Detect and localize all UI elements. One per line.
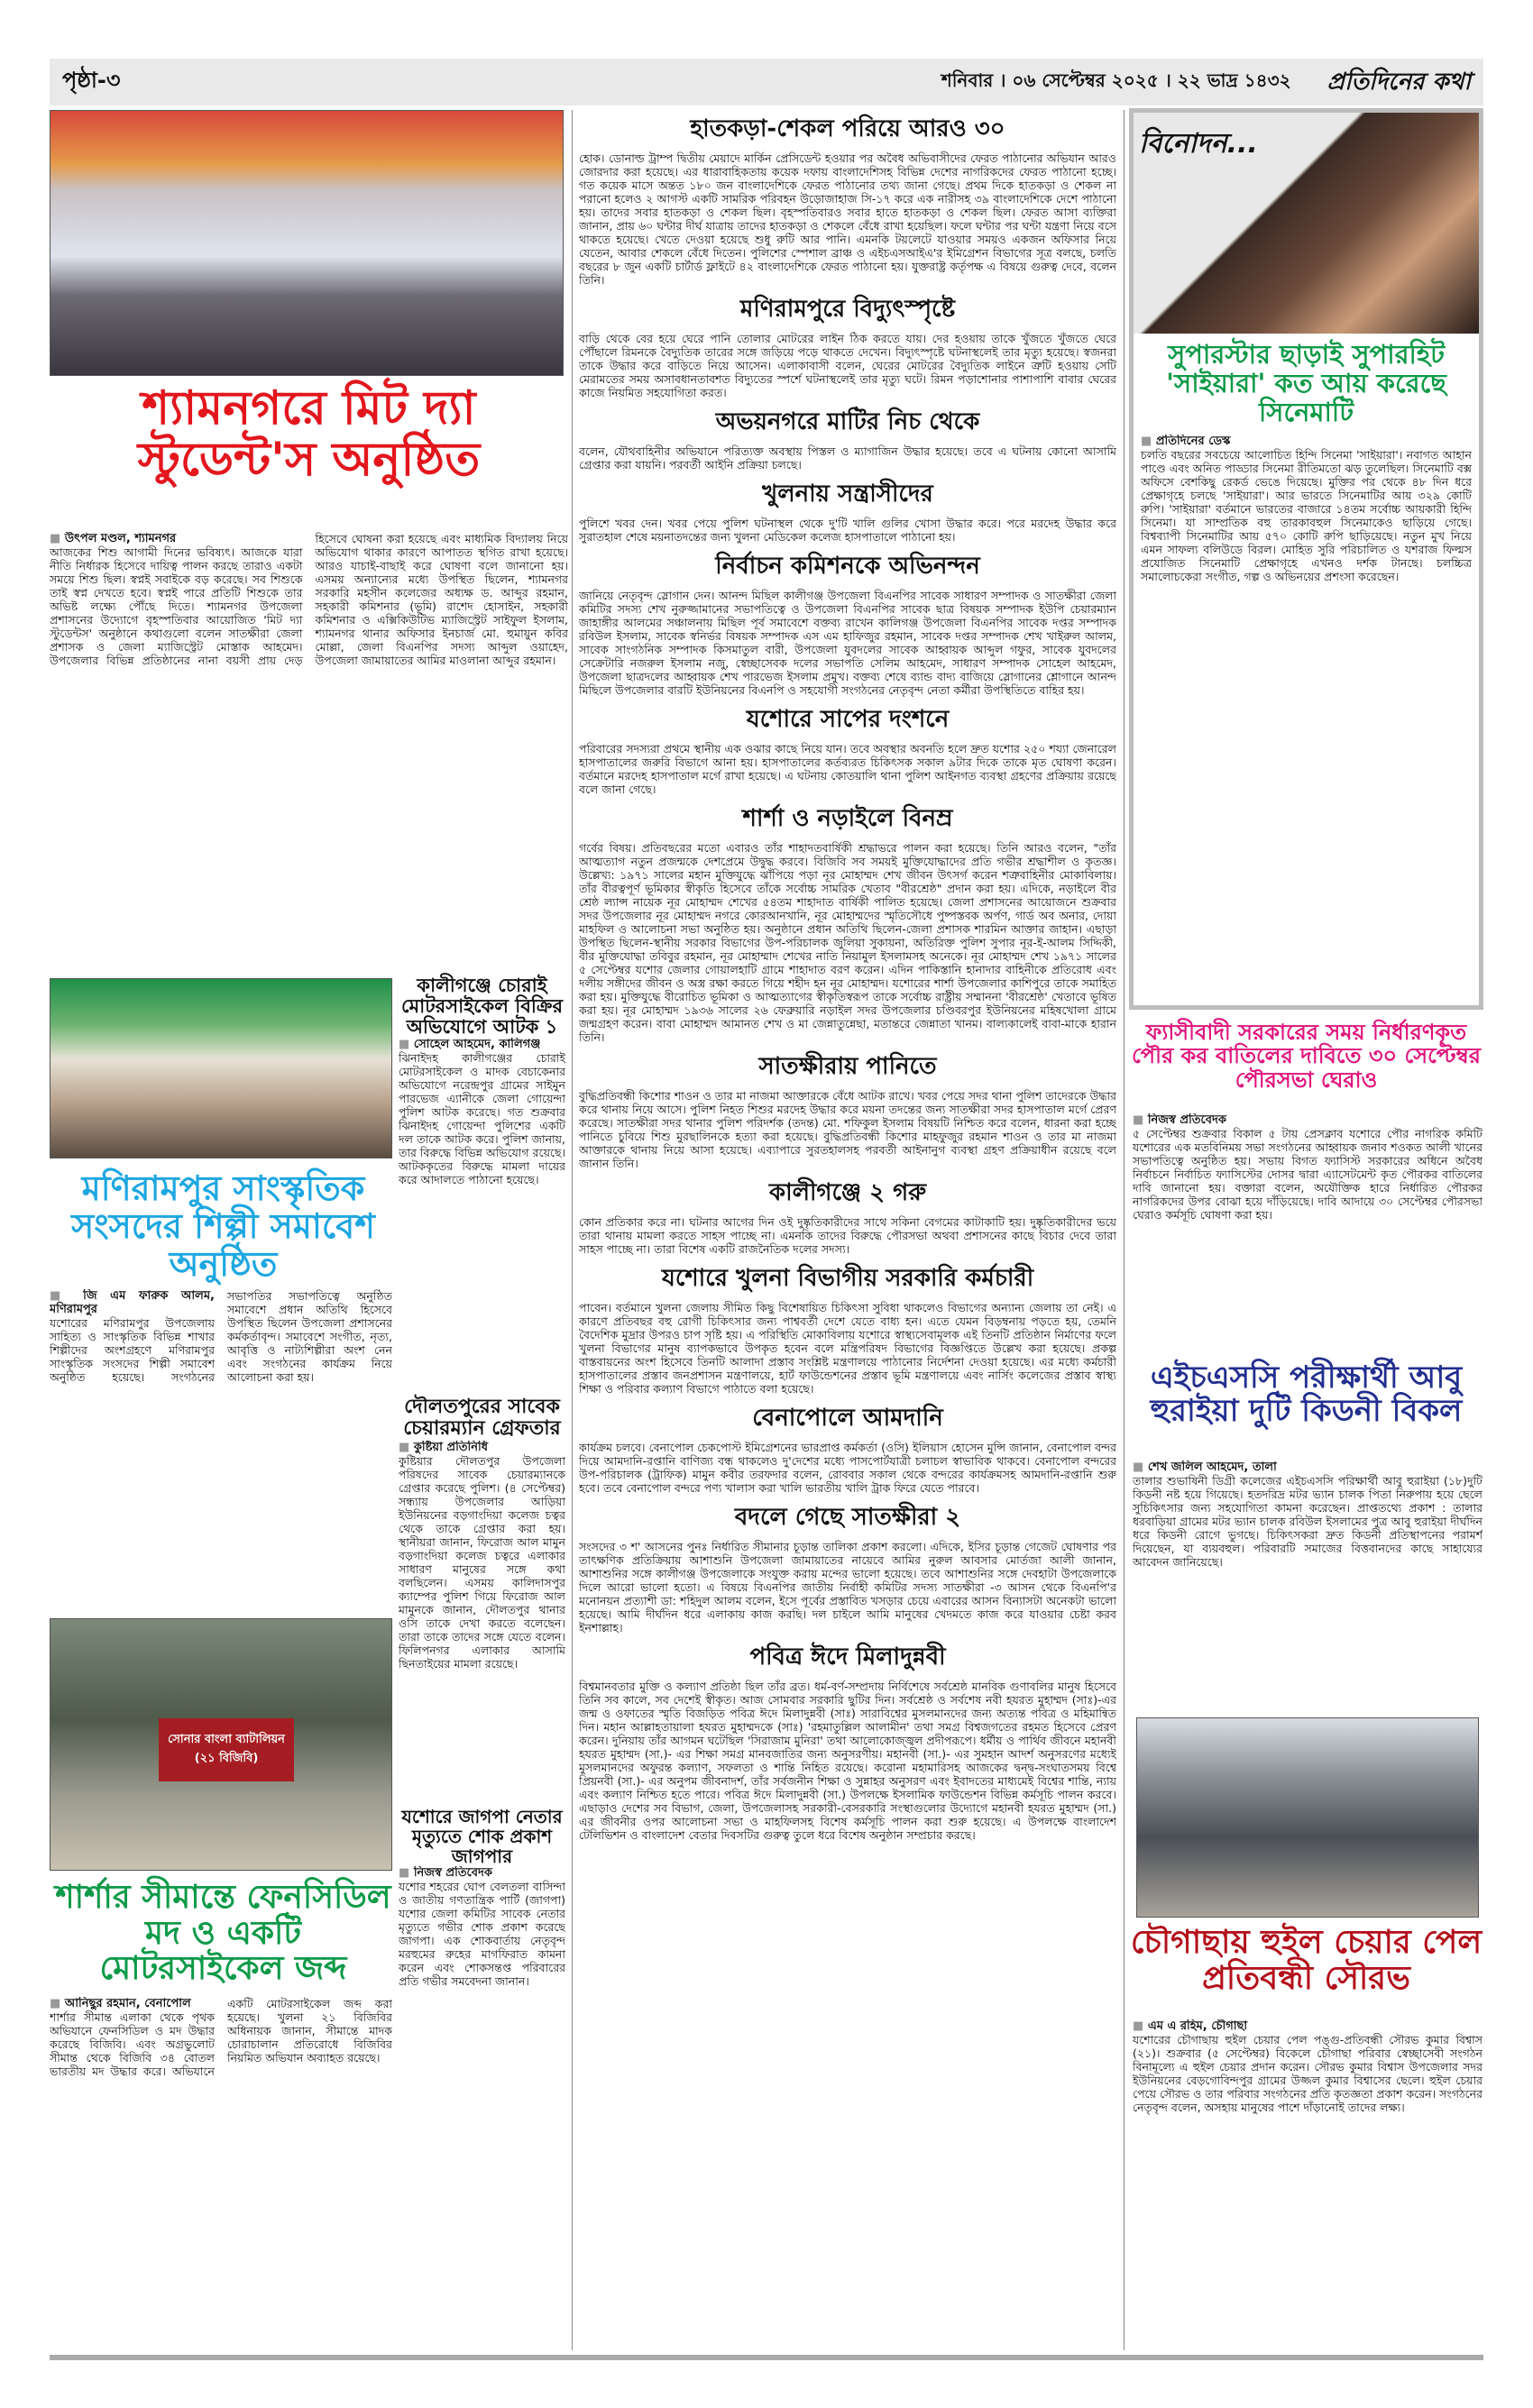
continuation-headline: হাতকড়া-শেকল পরিয়ে আরও ৩০ xyxy=(690,115,1005,142)
story-text: যশোরের চৌগাছায় হুইল চেয়ার পেল পঙ্গু-প্রতিবন্ধী সৌরভ কুমার বিশ্বাস (২১)। শুক্রবার (৫ সেপ্টেম্বর) বিকেলে চৌগাছা পরিবার স্বেচ্ছাসেবী সংগঠন বিনামূল্যে এ হুইল চেয়ার প্রদান করেন। সৌরভ কুমার বিশ্বাস উপজেলার সদর ইউনিয়নের বেড়গোবিন্দপুর গ্রামের উজ্জল কুমার বিশ্বাসের ছেলে। হুইল চেয়ার পেয়ে সৌরভ ও তার পরিবার সংগঠনের প্রতি কৃতজ্ঞতা প্রকাশ করেন। সংগঠনের নেতৃবৃন্দ বলেন, অসহায় মানুষের পাশে দাঁড়ানোই তাদের লক্ষ্য। xyxy=(1133,2033,1483,2114)
continuation-headline: সাতক্ষীরায় পানিতে xyxy=(758,1053,937,1080)
byline: ■ নিজস্ব প্রতিবেদক xyxy=(1133,1113,1483,1127)
wheelchair-photo xyxy=(1136,1717,1479,1918)
page-header xyxy=(50,59,1483,105)
story-daulatpur xyxy=(399,1441,565,1801)
story-text: তালার শুভাষিনী ডিগ্রী কলেজের এইচএসসি পরিক্ষার্থী আবু হুরাইয়া (১৮)দুটি কিডনী নষ্ট হয়ে গিয়েছে। হতদরিদ্র মটর ভ্যান চালক পিতা নিরুপায় হয়ে ছেলে সুচিকিৎসার জন্য সহযোগিতা কামনা করেছেন। প্রাপ্ততথ্যে প্রকাশ : তালার ধরবাড়িয়া গ্রামের মটর ভ্যান চালক রবিউল ইসলামের পুত্র আবু হুরাইয়া দীর্ঘদিন ধরে কিডনী রোগে ভুগছে। চিকিৎসকরা দ্রুত কিডনী প্রতিস্থাপনের পরামর্শ দিয়েছেন, যা ব্যয়বহুল। পরিবারটি সমাজের বিত্তবানদের কাছে সাহায্যের আবেদন জানিয়েছে। xyxy=(1133,1474,1483,1569)
headline-daulatpur: দৌলতপুরের সাবেক চেয়ারম্যান গ্রেফতার xyxy=(403,1396,561,1441)
headline-shyamnagar: শ্যামনগরে মিট দ্যা স্টুডেন্ট'স অনুষ্ঠিত xyxy=(137,381,481,488)
headline-wheelchair: চৌগাছায় হুইল চেয়ার পেল প্রতিবন্ধী সৌরভ xyxy=(1130,1924,1483,1997)
headline-jagpa: যশোরে জাগপা নেতার মৃত্যুতে শোক প্রকাশ জাগপার xyxy=(401,1805,563,1867)
headline-sharsha: শার্শার সীমান্তে ফেনসিডিল মদ ও একটি মোটরসাইকেল জব্দ xyxy=(55,1879,391,1988)
continuation-text: বলেন, যৌথবাহিনীর অভিযানে পরিত্যক্ত অবস্থায় পিস্তল ও ম্যাগাজিন উদ্ধার হয়েছে। তবে এ ঘটনায় কোনো আসামি গ্রেপ্তার করা যায়নি। পরবর্তী আইনি প্রক্রিয়া চলছে। xyxy=(579,444,1116,472)
story-saiyaara xyxy=(1134,435,1479,1012)
continuation-headline: অভয়নগরে মাটির নিচ থেকে xyxy=(715,408,980,435)
continuation-text: পুলিশে খবর দেন। খবর পেয়ে পুলিশ ঘটনাস্থল থেকে দু'টি খালি গুলির খোসা উদ্ধার করে। পরে মরদেহ উদ্ধার করে সুরাতহাল শেষে ময়নাতদন্তের জন্য খুলনা মেডিকেল কলেজ হাসপাতালে পাঠানো হয়। xyxy=(579,517,1116,544)
story-pourokor xyxy=(1133,1113,1483,1352)
section-label: বিনোদন... xyxy=(1139,128,1258,160)
continuation-headline: মণিরামপুরে বিদ্যুৎস্পৃষ্টে xyxy=(739,296,956,323)
story-monirampur xyxy=(50,1289,392,1609)
continuation-text: বুদ্ধিপ্রতিবন্ধী কিশোর শাওন ও তার মা নাজমা আক্তারকে বেঁধে আটক রাখে। খবর পেয়ে সদর থানা পুলিশ তাদেরকে উদ্ধার করে থানায় নিয়ে আসে। পুলিশ নিহত শিশুর মরদেহ উদ্ধার করে ময়না তদন্তের জন্য সাতক্ষীরা সদর হাসপাতাল মর্গে প্রেরণ করেছে। সাতক্ষীরা সদর থানার পুলিশ পরিদর্শক (তদন্ত) মো. শফিকুল ইসলাম বিষয়টি নিশ্চিত করে বলেন, ধারনা করা হচ্ছে পানিতে চুবিয়ে শিশু মুরছালিনকে হত্যা করা হয়েছে। বুদ্ধিপ্রতিবন্ধী কিশোর মাহফুজুর রহমান শাওন ও তার মা নাজমা আক্তারকে থানায় নিয়ে আসা হয়েছে। এব্যাপারে সুরতহালসহ পরবর্তী আইনানুগ ব্যবস্থা গ্রহণ প্রক্রিয়াধীন রয়েছে বলে জানান তিনি। xyxy=(579,1089,1116,1170)
story-sharsha xyxy=(50,1997,392,2348)
continuation-text: কার্যক্রম চলবে। বেনাপোল চেকপোস্ট ইমিগ্রেশনের ভারপ্রাপ্ত কর্মকর্তা (ওসি) ইলিয়াস হোসেন মুন্সি জানান, বেনাপোল বন্দর দিয়ে আমদানি-রপ্তানি বাণিজ্য বন্ধ থাকলেও দু'দেশের মধ্যে পাসপোর্টযাত্রী চলাচল স্বাভাবিক থাকবে। বেনাপোল বন্দরের উপ-পরিচালক (ট্রাফিক) মামুন কবীর তরফদার বলেন, রোববার সকাল থেকে বন্দরের কার্যক্রমসহ আমদানি-রপ্তানি শুরু হবে। তবে বেনাপোল বন্দরে পণ্য খালাস করা খালি ভারতীয় খালি ট্রাক ফিরে যেতে পারবে। xyxy=(579,1441,1116,1495)
continuation-column xyxy=(579,106,1116,2351)
byline: ■ শেখ জলিল আহমেদ, তালা xyxy=(1133,1460,1483,1474)
story-text: শার্শার সীমান্ত এলাকা থেকে পৃথক অভিযানে ফেনসিডিল ও মদ উদ্ধার করেছে বিজিবি। এবং অগ্রভুলোট সীমান্ত থেকে বিজিবি ৩৪ বোতল ভারতীয় মদ উদ্ধার করে। অভিযানে একটি মোটরসাইকেল জব্দ করা হয়েছে। খুলনা ২১ বিজিবির অধিনায়ক জানান, সীমান্তে মাদক চোরাচালান প্রতিরোধে বিজিবির নিয়মিত অভিযান অব্যাহত রয়েছে। xyxy=(50,1997,392,2078)
story-kaliganj-motorcycle xyxy=(399,1038,565,1389)
story-kidney xyxy=(1133,1460,1483,1708)
continuation-headline: কালীগঞ্জে ২ গরু xyxy=(768,1179,927,1206)
byline: ■ এম এ রহিম, চৌগাছা xyxy=(1133,2019,1483,2033)
footer-rule xyxy=(50,2355,1483,2360)
story-text: কুষ্টিয়ার দৌলতপুর উপজেলা পরিষদের সাবেক চেয়ারম্যানকে গ্রেপ্তার করেছে পুলিশ। (৪ সেপ্টেম্বর) সন্ধ্যায় উপজেলার আড়িয়া ইউনিয়নের বড়গাংদিয়া কলেজ চত্বর থেকে তাকে গ্রেপ্তার করা হয়। স্থানীয়রা জানান, ফিরোজ আল মামুন বড়গাংদিয়া কলেজ চত্বরে এলাকার সাধারণ মানুষের সঙ্গে কথা বলছিলেন। এসময় কালিদাসপুর ক্যাম্পের পুলিশ গিয়ে ফিরোজ আল মামুনকে জানান, দৌলতপুর থানার ওসি তাকে দেখা করতে বলেছেন। তারা তাকে তাদের সঙ্গে যেতে বলেন। ফিলিপনগর এলাকার আসামি ছিনতাইয়ের মামলা রয়েছে। xyxy=(399,1453,565,1671)
bgb-seizure-photo xyxy=(50,1618,392,1871)
event-photo xyxy=(50,978,392,1158)
headline-monirampur: মণিরামপুর সাংস্কৃতিক সংসদের শিল্পী সমাবেশ অনুষ্ঠিত xyxy=(71,1168,375,1284)
story-text: যশোর শহরের ঘোপ বেলতলা বাসিন্দা ও জাতীয় গণতান্ত্রিক পার্টি (জাগপা) যশোর জেলা কমিটির সাবেক নেতার মৃত্যুতে গভীর শোক প্রকাশ করেছে জাগপা। এক শোকবার্তায় নেতৃবৃন্দ মরহুমের রুহের মাগফিরাত কামনা করেন এবং শোকসন্তপ্ত পরিবারের প্রতি গভীর সমবেদনা জানান। xyxy=(399,1879,565,1988)
continuation-text: বিশ্বমানবতার মুক্তি ও কল্যাণ প্রতিষ্ঠা ছিল তাঁর ব্রত। ধর্ম-বর্ণ-সম্প্রদায় নির্বিশেষে সর্বশ্রেষ্ঠ মানবিক গুণাবলির মানুষ হিসেবে তিনি সব কালে, সব দেশেই স্বীকৃত। আজ সোমবার সরকারি ছুটির দিন। সর্বশ্রেষ্ঠ ও সর্বশেষ নবী হযরত মুহাম্মদ (সাঃ)-এর জন্ম ও ওফাতের স্মৃতি বিজড়িত পবিত্র ঈদে মিলাদুন্নবী (সাঃ) সারাবিশ্বের মুসলমানদের জন্য অত্যন্ত পবিত্র ও মহিমান্বিত দিন। মহান আল্লাহতায়ালা হযরত মুহাম্মদকে (সাঃ) 'রহমাতুল্লিল আলামীন' তথা সমগ্র বিশ্বজগতের রহমত হিসেবে প্রেরণ করেন। দুনিয়ায় তাঁর আগমন ঘটেছিল 'সিরাজাম মুনিরা' তথা আলোকোজ্জ্বল প্রদীপরূপে। ধর্মীয় ও পার্থিব জীবনে মহানবী হযরত মুহাম্মদ (সা.)- এর শিক্ষা সমগ্র মানবজাতির জন্য অনুসরণীয়। মহানবী (সা.)- এর সুমহান আদর্শ অনুসরণের মধ্যেই মুসলমানদের অফুরন্ত কল্যাণ, সফলতা ও শান্তি নিহিত রয়েছে। করোনা মহামারিসহ আজকের দ্বন্দ্ব-সংঘাতসময় বিশ্বে প্রিয়নবী (সা.)- এর অনুপম জীবনাদর্শ, তাঁর সর্বজনীন শিক্ষা ও সুন্নাহর অনুসরণ এবং ইবাদতের মাধ্যমেই বিশ্বের শান্তি, ন্যায় এবং কল্যাণ নিশ্চিত হতে পারে। পবিত্র ঈদে মিলাদুন্নবী (সা.) উপলক্ষে ইসলামিক ফাউন্ডেশন বিভিন্ন কর্মসূচি পালন করবে। এছাড়াও দেশের সব বিভাগ, জেলা, উপজেলাসহ সরকারী-বেসরকারি সংস্থাগুলোর উদ্যোগে মহানবী হযরত মুহাম্মদ (সা.) এর জীবনীর ওপর আলোচনা সভা ও মাহফিলসহ বিশেষ কর্মসূচি পালন করা শুরু হয়েছে। এ উপলক্ষে বাংলাদেশ টেলিভিশন ও বাংলাদেশ বেতার দিবসটির গুরুত্ব তুলে ধরে বিশেষ অনুষ্ঠান সম্প্রচার করছে। xyxy=(579,1680,1116,1842)
headline-pourokor: ফ্যাসীবাদী সরকারের সময় নির্ধারণকৃত পৌর কর বাতিলের দাবিতে ৩০ সেপ্টেম্বর পৌরসভা ঘেরাও xyxy=(1132,1020,1481,1093)
meet-the-students-photo xyxy=(50,110,564,376)
continuation-headline: পবিত্র ঈদে মিলাদুন্নবী xyxy=(749,1643,946,1671)
continuation-text: সংসদের ৩ শ' আসনের পুনঃ নির্ধারিত সীমানার চূড়ান্ত তালিকা প্রকাশ করলো। এদিকে, ইসির চূড়ান্ত গেজেট ঘোষণার পর তাৎক্ষণিক প্রতিক্রিয়ায় আশাশুনি উপজেলা জামায়াতের নায়েবে আমির নুরুল আবসার মোর্তজা আলী জানান, আশাশুনির সঙ্গে কালীগঞ্জ উপজেলাকে সংযুক্ত করায় মন্দের ভালো হয়েছে। তবে আশাশুনির সঙ্গে দেবহাটা উপজেলাকে দিলে আরো ভালো হতো। এ বিষয়ে বিএনপির জাতীয় নির্বাহী কমিটির সদস্য সাতক্ষীরা -৩ আসন থেকে বিএনপি'র মনোনয়ন প্রত্যাশী ডা: শহিদুল আলম বলেন, ইসে পূর্বের প্রস্তাবিত খসড়ার চেয়ে এবারের আসন বিন্যাসটা অনেকটা ভালো হয়েছে। আমি দীর্ঘদিন ধরে এলাকায় কাজ করছি। দল চাইলে আমি মানুষের খেদমতে কাজ করে যাওয়ার চেষ্টা করব ইনশাল্লাহ। xyxy=(579,1540,1116,1634)
continuation-headline: শার্শা ও নড়াইলে বিনম্র xyxy=(742,805,953,832)
byline: ■ নিজস্ব প্রতিবেদক xyxy=(399,1866,565,1880)
byline: ■ উৎপল মণ্ডল, শ্যামনগর xyxy=(50,532,303,545)
headline-saiyaara: সুপারস্টার ছাড়াই সুপারহিট 'সাইয়ারা' কত আয় করেছে সিনেমাটি xyxy=(1166,339,1446,427)
byline: ■ কুষ্টিয়া প্রতিনিধি xyxy=(399,1441,565,1454)
continuation-headline: যশোরে খুলনা বিভাগীয় সরকারি কর্মচারী xyxy=(661,1265,1034,1292)
bgb-sign: সোনার বাংলা ব্যাটালিয়ন (২১ বিজিবি) xyxy=(159,1718,294,1781)
story-shyamnagar xyxy=(50,532,568,735)
newspaper-logo: প্রতিদিনের কথা xyxy=(1326,69,1471,96)
saiyaara-photo xyxy=(1134,113,1479,334)
story-jagpa xyxy=(399,1866,565,2317)
continuation-text: গর্বের বিষয়। প্রতিবছরের মতো এবারও তাঁর শাহাদতবার্ষিকী শ্রদ্ধাভরে পালন করা হয়েছে। তিনি আরও বলেন, "তাঁর আত্মত্যাগ নতুন প্রজন্মকে দেশপ্রেমে উদ্বুদ্ধ করবে। বিজিবি সব সময়ই মুক্তিযোদ্ধাদের প্রতি গভীর শ্রদ্ধাশীল ও কৃতজ্ঞ। উল্লেখ্য: ১৯৭১ সালের মহান মুক্তিযুদ্ধে ঝাঁপিয়ে পড়া নূর মোহাম্মদ শেখ জীবন উৎসর্গ করেন শত্রুবাহিনীর মোকাবিলায়। তাঁর বীরত্বপূর্ণ ভূমিকার স্বীকৃতি হিসেবে তাঁকে সর্বোচ্চ সামরিক খেতাব "বীরশ্রেষ্ঠ" প্রদান করা হয়। এদিকে, নড়াইলে বীর শ্রেষ্ঠ ল্যান্স নায়েক নূর মোহাম্মদ শেখের ৫৪তম শাহাদাত বার্ষিকী পালিত হয়েছে। জেলা প্রশাসনের আয়োজনে শুক্রবার সদর উপজেলার নূর মোহাম্মদ নগরে কোরআনখানি, নূর মোহাম্মদের স্মৃতিসৌধে পুষ্পস্তবক অর্পণ, গার্ড অব অনার, দোয়া মাহফিল ও আলোচনা সভা অনুষ্ঠিত হয়। অনুষ্ঠানে প্রধান অতিথি ছিলেন-জেলা প্রশাসক শারমিন আক্তার জাহান। এছাড়া উপস্থিত ছিলেন-স্থানীয় সরকার বিভাগের উপ-পরিচালক জুলিয়া সুকায়না, অতিরিক্ত পুলিশ সুপার নূর-ই-আলম সিদ্দিকী, বীর মুক্তিযোদ্ধা তবিবুর রহমান, নূর মোহাম্মাদ শেখের নাতি নিয়ামুল ইসলামসহ অনেকে। নূর মোহাম্মদ শেখ ১৯৭১ সালের ৫ সেপ্টেম্বর যশোর জেলার গোয়ালহাটি গ্রামে শাহাদাত বরণ করেন। এদিন পাকিস্তানি হানাদার বাহিনীকে প্রতিরোধ এবং দলীয় সঙ্গীদের জীবন ও অস্ত্র রক্ষা করতে গিয়ে শহীদ হন নূর মোহাম্মদ। যশোরের শার্শা উপজেলার কাশিপুরে তাকে সমাহিত করা হয়। মুক্তিযুদ্ধে বীরোচিত ভূমিকা ও আত্মত্যাগের স্বীকৃতিস্বরূপ তাকে সর্বোচ্চ রাষ্ট্রীয় সম্মাননা 'বীরশ্রেষ্ঠ' খেতাবে ভূষিত করা হয়। নূর মোহাম্মদ ১৯৩৬ সালের ২৬ ফেব্রুয়ারি নড়াইল সদর উপজেলার চণ্ডিবরপুর ইউনিয়নের মহিষখোলা গ্রামে জন্মগ্রহণ করেন। বাবা মোহাম্মদ আমানত শেখ ও মা জেন্নাতুন্নেছা, মতান্তরে জেন্নাতা খানম। বাল্যকালেই বাবা-মাকে হারান তিনি। xyxy=(579,841,1116,1044)
continuation-headline: খুলনায় সন্ত্রাসীদের xyxy=(762,481,933,508)
continuation-headline: নির্বাচন কমিশনকে অভিনন্দন xyxy=(715,553,980,580)
continuation-text: পরিবারের সদস্যরা প্রথমে স্থানীয় এক ওঝার কাছে নিয়ে যান। তবে অবস্থার অবনতি হলে দ্রুত যশোর ২৫০ শয্যা জেনারেল হাসপাতালের জরুরি বিভাগে আনা হয়। হাসপাতালের কর্তব্যরত চিকিৎসক সকাল ৯টার দিকে তাকে মৃত ঘোষণা করেন। বর্তমানে মরদেহ হাসপাতাল মর্গে রাখা হয়েছে। এ ঘটনায় কোতয়ালি থানা পুলিশ আইনগত ব্যবস্থা গ্রহণের প্রক্রিয়ায় রয়েছে বলে জানা গেছে। xyxy=(579,742,1116,796)
story-text: আজকের শিশু আগামী দিনের ভবিষ্যৎ। আজকে যারা নীতি নির্ধারক হিসেবে দায়িত্ব পালন করছে তারাও একটা সময়ে শিশু ছিল। স্বপ্নই সবাইকে বড় করেছে। সব শিশুকে তাই স্বপ্ন দেখতে হবে। স্বপ্নই পারে প্রতিটি শিশুকে তার অভিষ্ট লক্ষ্যে পৌঁছে দিতে। শ্যামনগর উপজেলা প্রশাসনের উদ্যোগে বৃহস্পতিবার আয়োজিত 'মিট দ্যা স্টুডেন্টস' অনুষ্ঠানে কথাগুলো বলেন সাতক্ষীরা জেলা প্রশাসক ও জেলা ম্যাজিস্ট্রেট মোস্তাক আহমেদ। উপজেলার বিভিন্ন প্রতিষ্ঠানের নানা বয়সী প্রায় দেড় হিসেবে ঘোষনা করা হয়েছে এবং মাধ্যমিক বিদ্যালয় নিয়ে অভিযোগ থাকার কারণে আপাতত স্থগিত রাখা হয়েছে। আরও যাচাই-বাছাই করে ঘোষণা বলে জানানো হয়। এসময় অন্যান্যের মধ্যে উপস্থিত ছিলেন, শ্যামনগর সরকারি মহসীন কলেজের অধ্যক্ষ ড. আব্দুর রহমান, সহকারী কমিশনার (ভূমি) রাশেদ হোসাইন, সহকারী কমিশনার ও এক্সিকিউটিভ ম্যাজিস্ট্রেট সাইফুল ইসলাম, শ্যামনগর থানার অফিসার ইনচার্জ মো. হুমায়ুন কবির মোল্লা, জেলা বিএনপির সদস্য আব্দুল ওয়াহেদ, উপজেলা জামায়াতের আমির মাওলানা আব্দুর রহমান। xyxy=(50,532,568,667)
continuation-text: বাড়ি থেকে বের হয়ে ঘেরে পানি তোলার মোটরের লাইন ঠিক করতে যায়। দের হওয়ায় তাকে খুঁজতে খুঁজতে ঘেরে পৌঁছালে রিমনকে বৈদ্যুতিক তারের সঙ্গে জড়িয়ে পড়ে থাকতে দেখেন। বিদ্যুৎস্পৃষ্টে ঘটনাস্থলেই তার মৃত্যু হয়েছে। স্বজনরা তাকে উদ্ধার করে বাড়িতে নিয়ে আসেন। এলাকাবাসী বলেন, ঘেরের মোটরের বৈদ্যুতিক লাইনে ত্রুটি হওয়ায় সেটি মেরামতের সময় অসাবধানতাবশত বিদ্যুতের স্পর্শে ঘটনাস্থলেই তার মৃত্যু ঘটে। রিমন পড়াশোনার পাশাপাশি বাবার ঘেরের কাজে নিয়মিত সহযোগিতা করত। xyxy=(579,332,1116,399)
story-text: ঝিনাইদহ কালীগঞ্জের চোরাই মোটরসাইকেল ও মাদক বেচাকেনার অভিযোগে নরেন্দ্রপুর গ্রামের সাইমুন পারভেজ এ্যানীকে জেলা গোয়েন্দা পুলিশ আটক করেছে। গত শুক্রবার ঝিনাইদহ গোয়েন্দা পুলিশের একটি দল তাকে আটক করে। পুলিশ জানায়, তার বিরুদ্ধে বিভিন্ন অভিযোগ রয়েছে। আটককৃতের বিরুদ্ধে মামলা দায়ের করে আদালতে পাঠানো হয়েছে। xyxy=(399,1051,565,1187)
continuation-text: কোন প্রতিকার করে না। ঘটনার আগের দিন ওই দুষ্কৃতিকারীদের সাথে সকিনা বেগমের কাটাকাটি হয়। দুষ্কৃতিকারীদের ভয়ে তারা থানায় মামলা করতে সাহস পাচ্ছে না। এমনকি তাদের বিরুদ্ধে পৌরসভা অথবা প্রশাসনের কাছে বিচার দেবে তারা সাহস পাচ্ছে না। তারা বিশেষ একটি রাজনৈতিক দলের সদস্য। xyxy=(579,1215,1116,1256)
headline-kaliganj-motorcycle: কালীগঞ্জে চোরাই মোটরসাইকেল বিক্রির অভিযোগে আটক ১ xyxy=(400,975,564,1039)
continuation-text: হোক। ডোনাল্ড ট্রাম্প দ্বিতীয় মেয়াদে মার্কিন প্রেসিডেন্ট হওয়ার পর অবৈধ অভিবাসীদের ফেরত পাঠানোর অভিযান আরও জোরদার করা হয়েছে। এর ধারাবাহিকতায় কয়েক দফায় বাংলাদেশিসহ বিভিন্ন দেশের নাগরিকদের ফেরত পাঠানো হচ্ছে। গত কয়েক মাসে অন্তত ১৮০ জন বাংলাদেশিকে ফেরত পাঠানোর তথ্য জানা গেছে। প্রথম দিকে হাতকড়া ও শেকল না পরানো হলেও ২ আগস্ট একটি সামরিক পরিবহন উড়োজাহাজ সি-১৭ করে এক নারীসহ ৩৯ বাংলাদেশিকে দেশে পাঠানো হয়। তাদের সবার হাতকড়া ও শেকল ছিল। বৃহস্পতিবারও সবার হাতে হাতকড়া ও শেকল ছিল। ফেরত আসা ব্যক্তিরা জানান, প্রায় ৬০ ঘন্টার দীর্ঘ যাত্রায় তাদের হাতকড়া ও শেকলে বেঁধে রাখা হয়েছিল। ফলে ঘন্টার পর ঘন্টা যন্ত্রণা নিয়ে বসে থাকতে হয়েছে। খেতে দেওয়া হয়েছে শুধু রুটি আর পানি। এমনকি টয়লেটে যাওয়ার সময়ও একজন অফিসার নিয়ে যেতেন, আবার শেকলে বেঁধে দিতেন। পুলিশের স্পেশাল ব্রাঞ্চ ও এইচএসআইএ'র ইমিগ্রেশন বিভাগের সূত্র বলছে, চলতি বছরের ৮ জুন একটি চার্টার্ড ফ্লাইটে ৪২ বাংলাদেশিকে ফেরত পাঠানো হয়। যুক্তরাষ্ট্র কর্তৃপক্ষ এ বিষয়ে গুরুত্ব দেবে, বলেন তিনি। xyxy=(579,151,1116,287)
continuation-text: জানিয়ে নেতৃবৃন্দ স্লোগান দেন। আনন্দ মিছিল কালীগঞ্জ উপজেলা বিএনপির সাবেক সাধারণ সম্পাদক ও সাতক্ষীরা জেলা কমিটির সদস্য শেখ নুরুজ্জামানের সভাপতিত্বে ও উপজেলা বিএনপির সাবেক ছাত্র বিষয়ক সম্পাদক ইউপি চেয়ারম্যান জাহাঙ্গীর আলমের সঞ্চালনায় মিছিল পূর্ব সমাবেশে বক্তব্য রাখেন কালিগঞ্জ উপজেলা বিএনপির সাবেক দপ্তর সম্পাদক রবিউল ইসলাম, সাবেক স্বনির্ভর বিষয়ক সম্পাদক এস এম হাফিজুর রহমান, সাবেক দপ্তর সম্পাদক শেখ খাইরুল আলম, সাবেক সাংগঠনিক সম্পাদক কিসমাতুল বারী, উপজেলা যুবদলের সাবেক আহ্বায়ক আব্দুল গফুর, সাবেক যুবদলের সেক্রেটারি নজরুল ইসলাম নজু, স্বেচ্ছাসেবক দলের সভাপতি সেলিম আহমেদ, সাধারণ সম্পাদক সোহেল আহমেদ, উপজেলা ছাত্রদলের আহ্বায়ক শেখ পারভেজ ইসলাম প্রমুখ। বক্তব্য শেষে ব্যান্ড বাদ্য বাজিয়ে স্লোগানের শ্লোগানে আনন্দ মিছিলে উপজেলার বারটি ইউনিয়নের বিএনপি ও সহযোগী সংগঠনের নেতৃবৃন্দ নেতা কর্মীরা উপস্থিতিতে বাহির হয়। xyxy=(579,589,1116,697)
headline-kidney: এইচএসসি পরীক্ষার্থী আবু হুরাইয়া দুটি কিডনী বিকল xyxy=(1150,1360,1463,1430)
byline: ■ আনিছুর রহমান, বেনাপোল xyxy=(50,1997,215,2010)
continuation-headline: বদলে গেছে সাতক্ষীরা ২ xyxy=(734,1504,961,1531)
byline: ■ জি এম ফারুক আলম, মণিরামপুর xyxy=(50,1289,215,1316)
continuation-headline: যশোরে সাপের দংশনে xyxy=(746,706,950,733)
story-text: চলতি বছরের সবচেয়ে আলোচিত হিন্দি সিনেমা 'সাইয়ারা'। নবাগত আহান পাণ্ডে এবং অনিত পাড্ডার সিনেমা রীতিমতো ঝড় তুলেছিল। সিনেমাটি বক্স অফিসে বেশকিছু রেকর্ড ভেঙে দিয়েছে। মুক্তির পর থেকে ৪৮ দিন ধরে প্রেক্ষাগৃহে চলছে 'সাইয়ারা'। আর ভারতে সিনেমাটির আয় ৩২৯ কোটি রুপি। 'সাইয়ারা' বর্তমানে ভারতের বাজারে ১৪তম সর্বোচ্চ আয়কারী হিন্দি সিনেমা। যা সাম্প্রতিক বহু তারকাবহুল সিনেমাকেও ছাড়িয়ে গেছে। বিশ্বব্যাপী সিনেমাটির আয় ৫৭০ কোটি রুপি ছাড়িয়েছে। নতুন মুখ নিয়ে এমন সাফল্য বলিউডে বিরল। মোহিত সুরি পরিচালিত ও যশরাজ ফিল্মস প্রযোজিত সিনেমাটি প্রেক্ষাগৃহে এখনও দর্শক টানছে। চলচ্চিত্র সমালোচকেরা সংগীত, গল্প ও অভিনয়ের প্রশংসা করেছেন। xyxy=(1141,447,1472,583)
continuation-text: পাবেন। বর্তমানে খুলনা জেলায় সীমিত কিছু বিশেষায়িত চিকিৎসা সুবিধা থাকলেও বিভাগের অন্যান্য জেলায় তা নেই। এ কারণে প্রতিবছর বহু রোগী চিকিৎসার জন্য পাশ্ববর্তী দেশে যেতে বাধ্য হন। এতে যেমন বিড়ম্বনায় পড়তে হয়, তেমনি বৈদেশিক মুদ্রার উপরও চাপ সৃষ্টি হয়। এ পরিস্থিতি মোকাবিলায় যশোরে স্বাস্থ্যসেবামূলক এই তিনটি প্রতিষ্ঠান নির্মাণের ফলে খুলনা বিভাগের মানুষ ব্যাপকভাবে উপকৃত হবেন বলে মন্ত্রিপরিষদ বিভাগের বিজ্ঞপ্তিতে উল্লেখ করা হয়েছে। প্রকল্প বাস্তবায়নের অংশ হিসেবে তিনটি আলাদা প্রস্তাব সংশ্লিষ্ট মন্ত্রণালয়ে পাঠানোর নির্দেশনা দেওয়া হয়েছে। এর মধ্যে কর্মচারী হাসপাতালের প্রস্তাব জনপ্রশাসন মন্ত্রণালয়ে, হার্ট ফাউন্ডেশনের প্রস্তাব ভূমি মন্ত্রণালয়ে এবং নার্সিং কলেজের প্রস্তাব স্বাস্থ্য শিক্ষা ও পরিবার কল্যাণ বিভাগে পাঠাতে বলা হয়েছে। xyxy=(579,1301,1116,1396)
entertainment-box xyxy=(1129,108,1483,1010)
column-divider xyxy=(1124,110,1125,2350)
narrow-column xyxy=(399,975,565,2317)
story-text: যশোরের মণিরামপুর উপজেলায় সাহিত্য ও সাংস্কৃতিক বিভিন্ন শাখার শিল্পীদের অংশগ্রহণে মণিরামপুর সাংস্কৃতিক সংসদের শিল্পী সমাবেশ অনুষ্ঠিত হয়েছে। সংগঠনের সভাপতির সভাপতিত্বে অনুষ্ঠিত সমাবেশে প্রধান অতিথি হিসেবে উপস্থিত ছিলেন উপজেলা প্রশাসনের কর্মকর্তাবৃন্দ। সমাবেশে সংগীত, নৃত্য, আবৃত্তি ও নাট্যশিল্পীরা অংশ নেন এবং সংগঠনের কার্যক্রম নিয়ে আলোচনা করা হয়। xyxy=(50,1289,392,1384)
continuation-headline: বেনাপোলে আমদানি xyxy=(752,1405,943,1432)
byline: ■ প্রতিদিনের ডেস্ক xyxy=(1141,435,1472,448)
byline: ■ সোহেল আহমেদ, কালিগঞ্জ xyxy=(399,1038,565,1051)
story-wheelchair xyxy=(1133,2019,1483,2348)
dateline: শনিবার । ০৬ সেপ্টেম্বর ২০২৫ । ২২ ভাদ্র ১৪৩২ xyxy=(941,69,1291,91)
page-number: পৃষ্ঠা-৩ xyxy=(62,68,121,93)
column-divider xyxy=(572,110,573,2350)
story-text: ৫ সেপ্টেম্বর শুক্রবার বিকাল ৫ টায় প্রেসক্লাব যশোরে পৌর নাগরিক কমিটি যশোরের এক মতবিনিময় সভা সংগঠনের আহ্বায়ক জনাব শওকত আলী খানের সভাপতিত্বে অনুষ্ঠিত হয়। সভায় বিগত ফ্যাসিস্ট সরকারের অধিনে অবৈধ নির্বাচনে নির্বাচিত ফ্যাসিস্টের দোসর দ্বারা এ্যাসেটমেন্ট কৃত পৌরকর বাতিলের দাবি জানানো হয়। বক্তারা বলেন, অযৌক্তিক হারে নির্ধারিত পৌরকর নাগরিকদের উপর বোঝা হয়ে দাঁড়িয়েছে। দাবি আদায়ে ৩০ সেপ্টেম্বর পৌরসভা ঘেরাও কর্মসূচি ঘোষণা করা হয়। xyxy=(1133,1127,1483,1222)
